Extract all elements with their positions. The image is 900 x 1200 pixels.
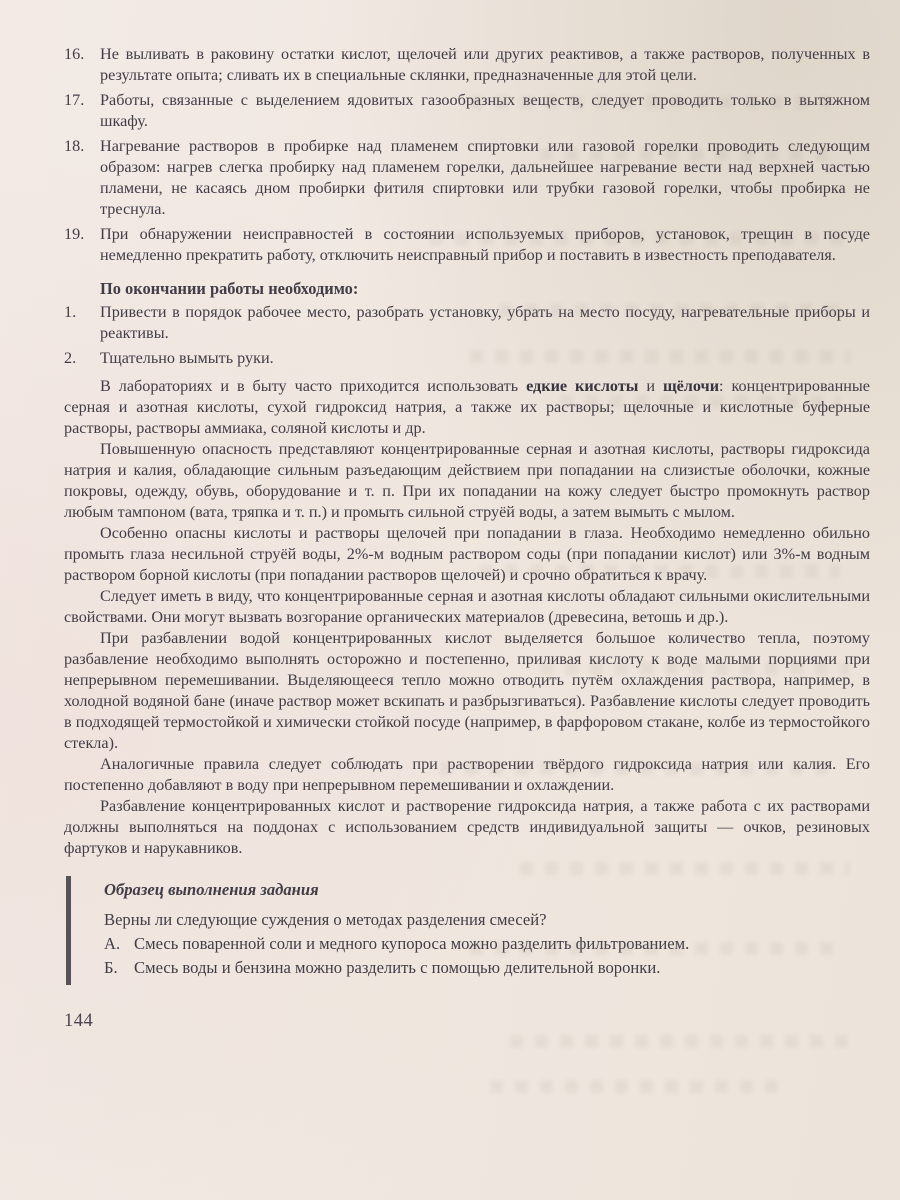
item-number: 1. xyxy=(64,303,77,321)
sample-task-option xyxy=(104,956,860,979)
body-paragraph xyxy=(64,523,870,586)
paragraph-text: Аналогичные правила следует соблюдать при растворении твёрдого гидроксида натрия или калия. Его постепенно добавляют в воду при непрерывном перемешивании и охлаждении. xyxy=(64,755,870,794)
item-text: Не выливать в раковину остатки кислот, щелочей или других реактивов, а также растворов, полученных в результате опыта; сливать их в специальные склянки, предназначенные для этой цели. xyxy=(100,45,870,84)
bleed-through-artifact xyxy=(510,1035,860,1048)
item-text: Работы, связанные с выделением ядовитых газообразных веществ, следует проводить только в вытяжном шкафу. xyxy=(100,91,870,130)
body-paragraphs xyxy=(64,376,870,859)
body-paragraph xyxy=(64,796,870,859)
item-text: При обнаружении неисправностей в состоянии используемых приборов, установок, трещин в посуде немедленно прекратить работу, отключить неисправный прибор и поставить в известность преподавателя. xyxy=(100,225,870,264)
safety-rules-list xyxy=(64,44,870,266)
after-work-list xyxy=(64,302,870,369)
body-paragraph xyxy=(64,628,870,754)
item-number: 18. xyxy=(64,137,85,155)
paragraph-text: Следует иметь в виду, что концентрированные серная и азотная кислоты обладают сильными окислительными свойствами. Они могут вызвать возгорание органических материалов (древесина, ветошь и др.). xyxy=(64,587,870,626)
safety-rule-item xyxy=(64,44,870,86)
bold-term: щёлочи xyxy=(662,377,720,395)
item-number: 2. xyxy=(64,349,77,367)
sample-task-option xyxy=(104,932,860,955)
after-work-item xyxy=(64,302,870,344)
body-paragraph xyxy=(64,754,870,796)
paragraph-text: В лабораториях и в быту часто приходится использовать xyxy=(100,377,527,395)
sample-task-question: Верны ли следующие суждения о методах разделения смесей? xyxy=(104,910,547,929)
paragraph-text: и xyxy=(638,377,663,395)
paragraph-text: Особенно опасны кислоты и растворы щелочей при попадании в глаза. Необходимо немедленно обильно промыть глаза несильной струёй воды, 2%-м водным раствором соды (при попадании кислот) или 3%-м водным раствором борной кислоты (при попадании растворов щелочей) и срочно обратиться к врачу. xyxy=(64,524,870,584)
option-label: А. xyxy=(104,934,121,953)
safety-rule-item xyxy=(64,224,870,266)
after-work-heading: По окончании работы необходимо: xyxy=(100,279,359,298)
option-text: Смесь поваренной соли и медного купороса можно разделить фильтрованием. xyxy=(134,934,690,953)
sample-task-heading: Образец выполнения задания xyxy=(104,880,319,899)
item-text: Нагревание растворов в пробирке над пламенем спиртовки или газовой горелки проводить следующим образом: нагрев слегка пробирку над пламенем горелки, дальнейшее нагревание вести над верхней частью пламени, не касаясь дном пробирки фитиля спиртовки или трубки газовой горелки, чтобы пробирка не треснула. xyxy=(100,137,870,218)
item-number: 17. xyxy=(64,91,85,109)
safety-rule-item xyxy=(64,136,870,220)
body-paragraph xyxy=(64,439,870,523)
item-text: Тщательно вымыть руки. xyxy=(100,349,274,367)
body-paragraph xyxy=(64,586,870,628)
item-text: Привести в порядок рабочее место, разобрать установку, убрать на место посуду, нагревательные приборы и реактивы. xyxy=(100,303,870,342)
paragraph-text: Разбавление концентрированных кислот и растворение гидроксида натрия, а также работа с их растворами должны выполняться на поддонах с использованием средств индивидуальной защиты — очков, резиновых фартуков и нарукавников. xyxy=(64,797,870,857)
option-text: Смесь воды и бензина можно разделить с помощью делительной воронки. xyxy=(134,958,661,977)
paragraph-text: Повышенную опасность представляют концентрированные серная и азотная кислоты, растворы гидроксида натрия и калия, обладающие сильным разъедающим действием при попадании на слизистые оболочки, кожные покровы, одежду, обувь, оборудование и т. п. При их попадании на кожу следует быстро промокнуть раствор любым тампоном (вата, тряпка и т. п.) и промыть сильной струёй воды, а затем вымыть с мылом. xyxy=(64,440,870,521)
sample-task-block xyxy=(66,876,870,985)
after-work-item xyxy=(64,348,870,369)
paragraph-text: : концентрированные серная и азотная кислоты, сухой гидроксид натрия, а также их растворы; щелочные и кислотные буферные растворы, растворы аммиака, соляной кислоты и др. xyxy=(64,377,870,437)
bold-term: едкие кислоты xyxy=(526,377,639,395)
paragraph-text: При разбавлении водой концентрированных кислот выделяется большое количество тепла, поэтому разбавление необходимо выполнять осторожно и постепенно, приливая кислоту к воде малыми порциями при непрерывном перемешивании. Выделяющееся тепло можно отводить путём охлаждения раствора, например, в холодной водяной бане (иначе раствор может вскипать и разбрызгиваться). Разбавление кислоты следует проводить в подходящей термостойкой и химически стойкой посуде (например, в фарфоровом стакане, колбе из термостойкого стекла). xyxy=(64,629,870,752)
item-number: 19. xyxy=(64,225,85,243)
page-number: 144 xyxy=(64,1011,94,1031)
sample-task-options xyxy=(104,932,860,979)
option-label: Б. xyxy=(104,958,118,977)
body-paragraph xyxy=(64,376,870,439)
item-number: 16. xyxy=(64,45,85,63)
bleed-through-artifact xyxy=(520,862,850,875)
safety-rule-item xyxy=(64,90,870,132)
bleed-through-artifact xyxy=(490,1080,790,1093)
